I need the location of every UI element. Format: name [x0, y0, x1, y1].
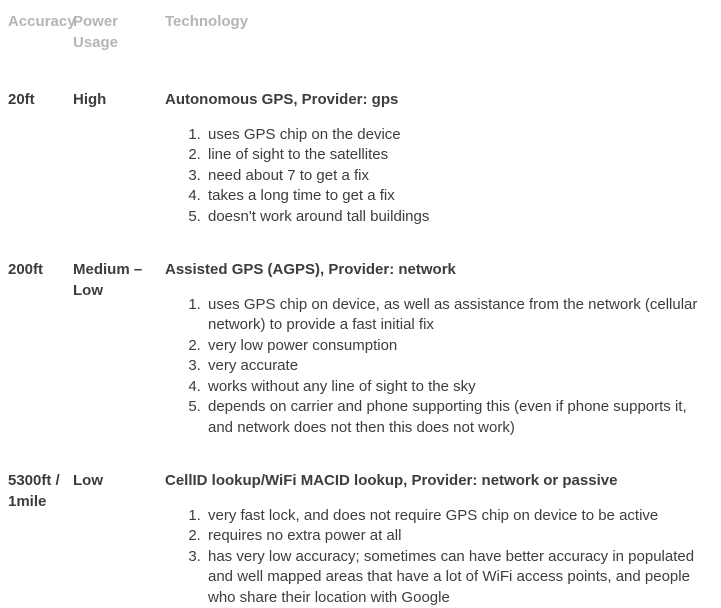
technology-point: 5. depends on carrier and phone supporting this (even if phone supports it, and network does not then this does not work): [205, 397, 707, 438]
accuracy-value: 20ft: [8, 90, 73, 111]
technology-cell: [165, 90, 713, 227]
accuracy-value: 5300ft / 1mile: [8, 471, 73, 512]
column-header-technology: Technology: [165, 12, 713, 33]
technology-point: 4. works without any line of sight to the sky: [205, 377, 707, 398]
technology-point: 1. uses GPS chip on the device: [205, 125, 707, 146]
technology-point: 2. requires no extra power at all: [205, 526, 707, 547]
technology-point: 1. uses GPS chip on device, as well as assistance from the network (cellular network) to provide a fast initial fix: [205, 295, 707, 336]
column-header-accuracy: Accuracy: [8, 12, 73, 33]
power-usage-value: Low: [73, 471, 165, 492]
column-header-power-usage: [73, 12, 165, 53]
table-row-assisted-gps: [8, 260, 713, 438]
technology-points-list: [165, 295, 707, 439]
technology-point: 3. very accurate: [205, 356, 707, 377]
power-usage-value: High: [73, 90, 165, 111]
technology-point: 3. need about 7 to get a fix: [205, 166, 707, 187]
table-header-row: [8, 12, 713, 53]
power-usage-value: Medium – Low: [73, 260, 165, 301]
technology-point: 2. very low power consumption: [205, 336, 707, 357]
column-header-power-usage-label: Power Usage: [73, 12, 137, 53]
technology-title: Assisted GPS (AGPS), Provider: network: [165, 260, 707, 281]
technology-point: 2. line of sight to the satellites: [205, 145, 707, 166]
technology-point: 3. has very low accuracy; sometimes can have better accuracy in populated and well mapped areas that have a lot of WiFi access points, and people who share their location with Google: [205, 547, 707, 608]
technology-point: 1. very fast lock, and does not require GPS chip on device to be active: [205, 506, 707, 527]
technology-title: Autonomous GPS, Provider: gps: [165, 90, 707, 111]
technology-point: 4. takes a long time to get a fix: [205, 186, 707, 207]
technology-cell: [165, 471, 713, 608]
table-row-autonomous-gps: [8, 90, 713, 227]
accuracy-value: 200ft: [8, 260, 73, 281]
technology-point: 5. doesn't work around tall buildings: [205, 207, 707, 228]
technology-title: CellID lookup/WiFi MACID lookup, Provider: network or passive: [165, 471, 707, 492]
technology-cell: [165, 260, 713, 438]
technology-points-list: [165, 506, 707, 608]
table-row-cellid-wifi-lookup: [8, 471, 713, 608]
technology-points-list: [165, 125, 707, 228]
